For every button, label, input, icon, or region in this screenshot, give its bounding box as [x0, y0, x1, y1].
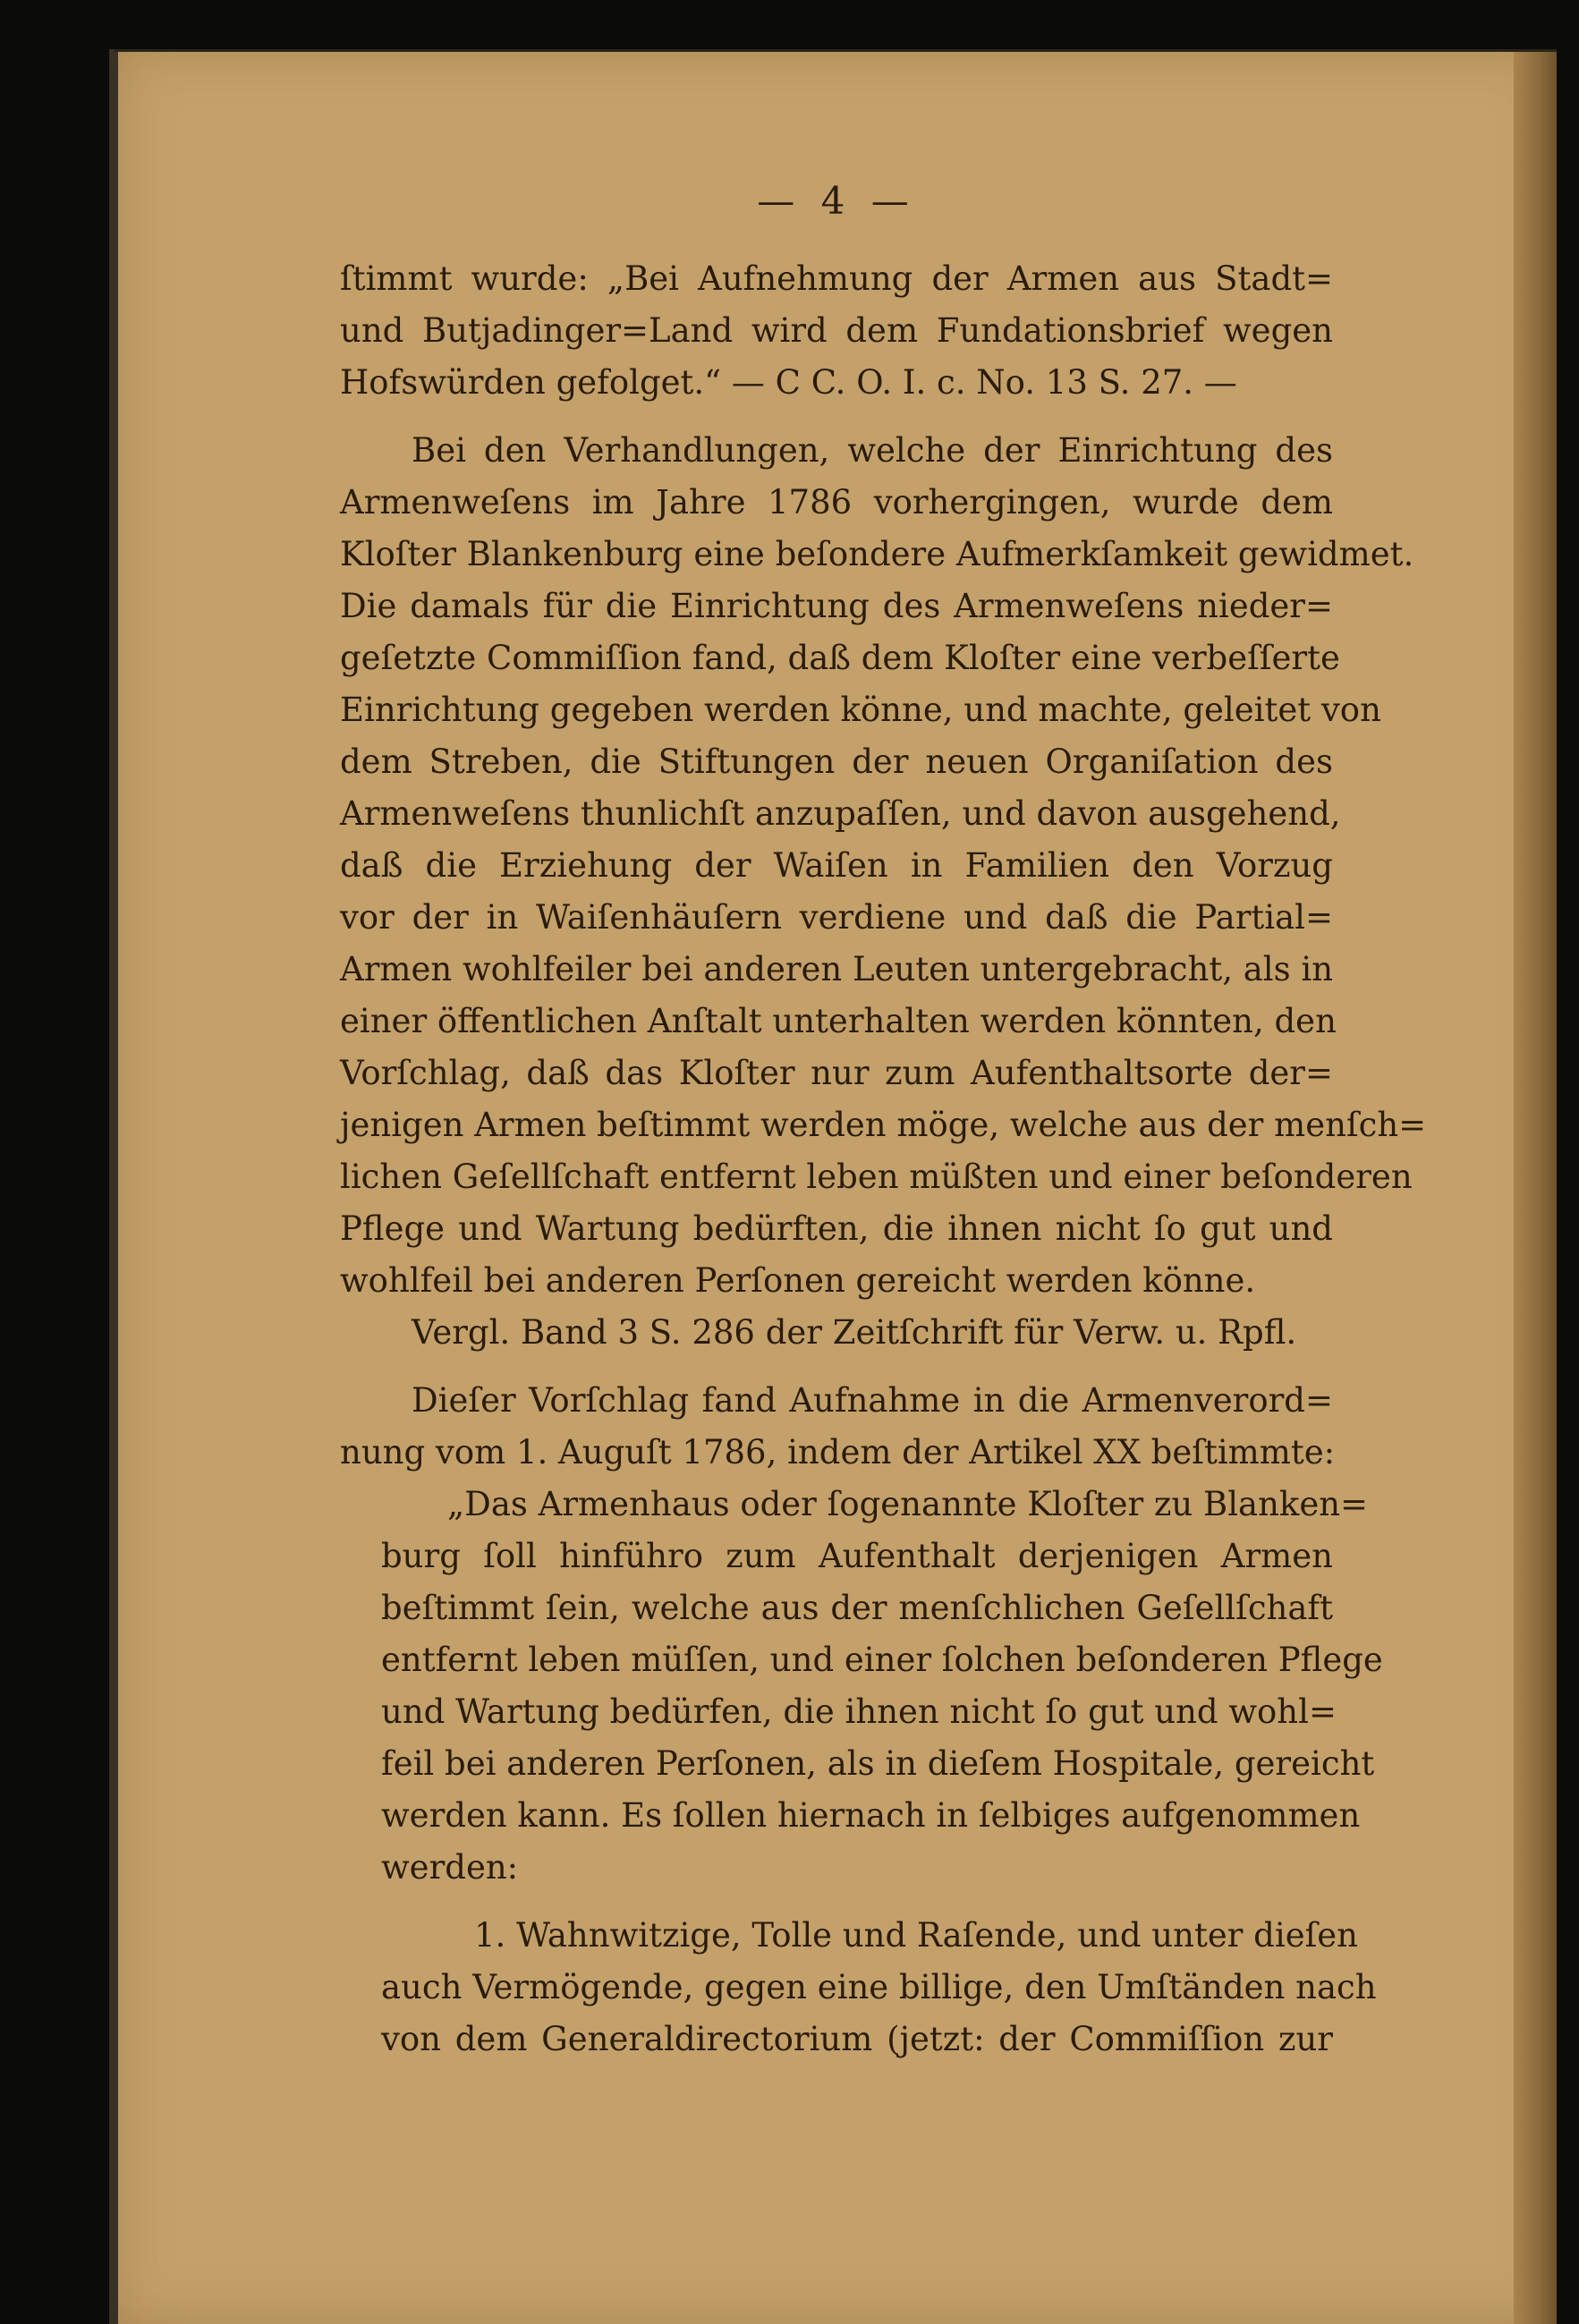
text-line: Kloſter Blankenburg eine beſondere Aufmerkſamkeit gewidmet. — [340, 535, 1414, 573]
text-line: Armen wohlfeiler bei anderen Leuten untergebracht, als in — [340, 950, 1334, 988]
paragraph-continuation — [340, 253, 1333, 409]
text-line: dem Streben, die Stiftungen der neuen Organiſation des — [340, 742, 1333, 781]
text-line: Armenweſens thunlichſt anzupaſſen, und davon ausgehend, — [340, 794, 1341, 833]
text-line: geſetzte Commiſſion fand, daß dem Kloſter eine verbeſſerte — [340, 639, 1340, 677]
book-spine — [109, 49, 118, 2324]
text-line: Vergl. Band 3 S. 286 der Zeitſchrift für Verw. u. Rpfl. — [412, 1313, 1297, 1352]
text-line: einer öffentlichen Anſtalt unterhalten werden könnten, den — [340, 1002, 1337, 1040]
page-number: — 4 — — [757, 179, 916, 223]
text-line: und Butjadinger=Land wird dem Fundationsbrief wegen — [340, 311, 1333, 350]
text-line: „Das Armenhaus oder ſogenannte Kloſter zu Blanken= — [447, 1485, 1369, 1523]
text-line: Armenweſens im Jahre 1786 vorhergingen, wurde dem — [340, 483, 1333, 522]
text-line: auch Vermögende, gegen eine billige, den Umſtänden nach — [381, 1968, 1377, 2006]
text-line: Vorſchlag, daß das Kloſter nur zum Aufenthaltsorte der= — [340, 1054, 1333, 1092]
text-line: Dieſer Vorſchlag fand Aufnahme in die Armenverord= — [412, 1381, 1333, 1420]
text-line: burg ſoll hinführo zum Aufenthalt derjenigen Armen — [381, 1537, 1333, 1575]
text-line: Hofswürden gefolget.“ — C C. O. I. c. No. 13 S. 27. — — [340, 363, 1237, 402]
text-line: und Wartung bedürfen, die ihnen nicht ſo gut und wohl= — [381, 1692, 1337, 1731]
text-line: wohlfeil bei anderen Perſonen gereicht werden könne. — [340, 1261, 1256, 1300]
reference-note — [340, 1307, 1333, 1359]
text-line: beſtimmt ſein, welche aus der menſchlichen Geſellſchaft — [381, 1589, 1333, 1627]
text-line: Pflege und Wartung bedürften, die ihnen nicht ſo gut und — [340, 1209, 1333, 1248]
quoted-article — [340, 1479, 1383, 1894]
page-edge-shadow — [1514, 49, 1557, 2324]
text-line: jenigen Armen beſtimmt werden möge, welche aus der menſch= — [340, 1106, 1427, 1144]
text-line: werden kann. Es ſollen hiernach in ſelbiges aufgenommen — [381, 1796, 1361, 1835]
text-line: lichen Geſellſchaft entfernt leben müßten und einer beſonderen — [340, 1158, 1413, 1196]
numbered-item-1 — [340, 1910, 1377, 2065]
page-text — [340, 179, 1427, 2065]
text-line: Bei den Verhandlungen, welche der Einrichtung des — [412, 431, 1333, 470]
paragraph-negotiations — [340, 425, 1427, 1307]
text-line: nung vom 1. Auguſt 1786, indem der Artikel XX beſtimmte: — [340, 1433, 1336, 1472]
text-line: feil bei anderen Perſonen, als in dieſem Hospitale, gereicht — [381, 1744, 1375, 1783]
text-line: von dem Generaldirectorium (jetzt: der Commiſſion zur — [381, 2020, 1333, 2058]
text-line: daß die Erziehung der Waiſen in Familien den Vorzug — [340, 846, 1333, 885]
text-line: werden: — [381, 1848, 519, 1887]
text-line: 1. Wahnwitzige, Tolle und Raſende, und unter dieſen — [474, 1916, 1359, 1955]
text-line: vor der in Waiſenhäuſern verdiene und daß die Partial= — [340, 898, 1333, 937]
text-line: Einrichtung gegeben werden könne, und machte, geleitet von — [340, 691, 1381, 729]
paragraph-proposal — [340, 1375, 1336, 1479]
top-border — [115, 49, 1557, 52]
text-line: Die damals für die Einrichtung des Armenweſens nieder= — [340, 587, 1333, 625]
text-line: ſtimmt wurde: „Bei Aufnehmung der Armen aus Stadt= — [340, 259, 1333, 298]
text-line: entfernt leben müſſen, und einer ſolchen beſonderen Pflege — [381, 1641, 1383, 1679]
